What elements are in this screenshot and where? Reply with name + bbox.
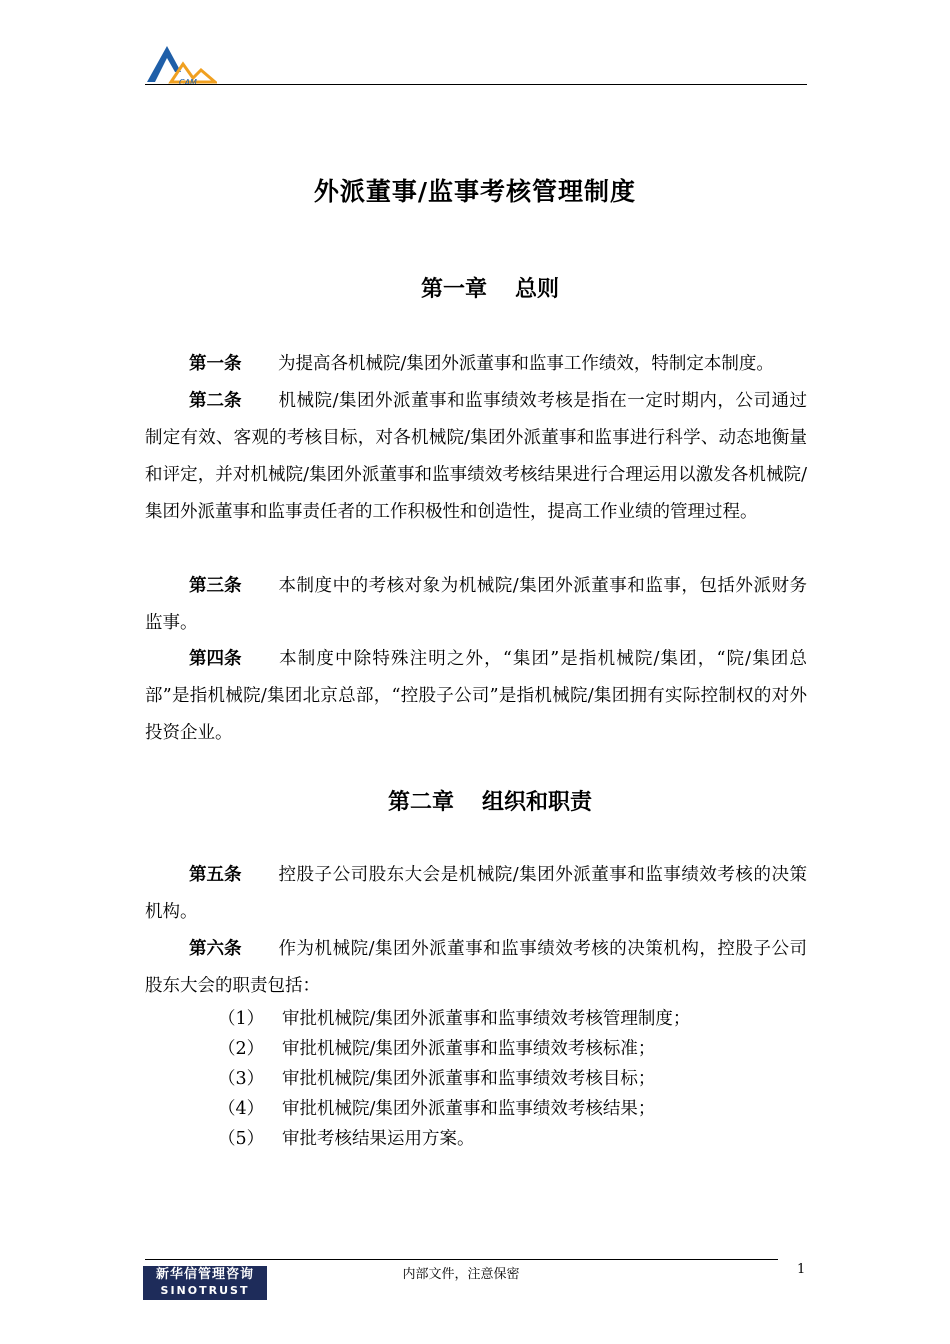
item-number: （1） [218,1009,265,1029]
header-divider [145,84,807,85]
article-1 [145,346,807,383]
duties-list [218,1004,808,1154]
item-number: （4） [218,1099,265,1119]
list-item [218,1124,808,1154]
list-item [218,1004,808,1034]
article-label: 第五条 [189,865,242,885]
footer-logo-cn: 新华信管理咨询 [155,1267,254,1282]
article-text: 为提高各机械院/集团外派董事和监事工作绩效，特制定本制度。 [278,354,774,374]
logo-text: CAM [179,78,197,86]
article-label: 第四条 [189,649,242,669]
article-text: 作为机械院/集团外派董事和监事绩效考核的决策机构，控股子公司股东大会的职责包括： [145,939,807,996]
chapter-1-heading [0,272,950,303]
list-item [218,1064,808,1094]
list-item [218,1094,808,1124]
article-label: 第六条 [189,939,242,959]
article-5 [145,857,807,931]
document-title: 外派董事/监事考核管理制度 [313,177,637,206]
item-text: 审批机械院/集团外派董事和监事绩效考核管理制度； [282,1009,691,1029]
footer-divider [145,1259,778,1260]
article-text: 本制度中的考核对象为机械院/集团外派董事和监事，包括外派财务监事。 [145,576,807,633]
item-number: （2） [218,1039,265,1059]
chapter-2-heading [0,785,950,816]
page-number: 1 [797,1262,806,1277]
article-6 [145,931,807,1005]
footer-logo-en: SINOTRUST [160,1284,250,1297]
item-text: 审批机械院/集团外派董事和监事绩效考核标准； [282,1039,656,1059]
list-item [218,1034,808,1064]
item-text: 审批机械院/集团外派董事和监事绩效考核结果； [282,1099,656,1119]
article-label: 第二条 [189,391,242,411]
item-text: 审批考核结果运用方案。 [282,1129,475,1149]
article-text: 控股子公司股东大会是机械院/集团外派董事和监事绩效考核的决策机构。 [145,865,807,922]
confidential-notice: 内部文件，注意保密 [402,1267,520,1282]
chapter-name: 组织和职责 [482,790,593,815]
company-logo [145,42,217,86]
article-label: 第三条 [189,576,242,596]
chapter-name: 总则 [515,277,560,302]
article-text: 本制度中除特殊注明之外，“集团”是指机械院/集团，“院/集团总部”是指机械院/集团北京总部，“控股子公司”是指机械院/集团拥有实际控制权的对外投资企业。 [145,649,807,743]
article-4 [145,641,807,752]
chapter-number: 第一章 [420,277,487,302]
article-text: 机械院/集团外派董事和监事绩效考核是指在一定时期内，公司通过制定有效、客观的考核目标，对各机械院/集团外派董事和监事进行科学、动态地衡量和评定，并对机械院/集团外派董事和监事绩效考核结果进行合理运用以激发各机械院/集团外派董事和监事责任者的工作积极性和创造性，提高工作业绩的管理过程。 [145,391,807,522]
article-label: 第一条 [189,354,242,374]
article-2 [145,383,807,531]
item-text: 审批机械院/集团外派董事和监事绩效考核目标； [282,1069,656,1089]
article-3 [145,568,807,642]
item-number: （5） [218,1129,265,1149]
chapter-number: 第二章 [387,790,454,815]
item-number: （3） [218,1069,265,1089]
